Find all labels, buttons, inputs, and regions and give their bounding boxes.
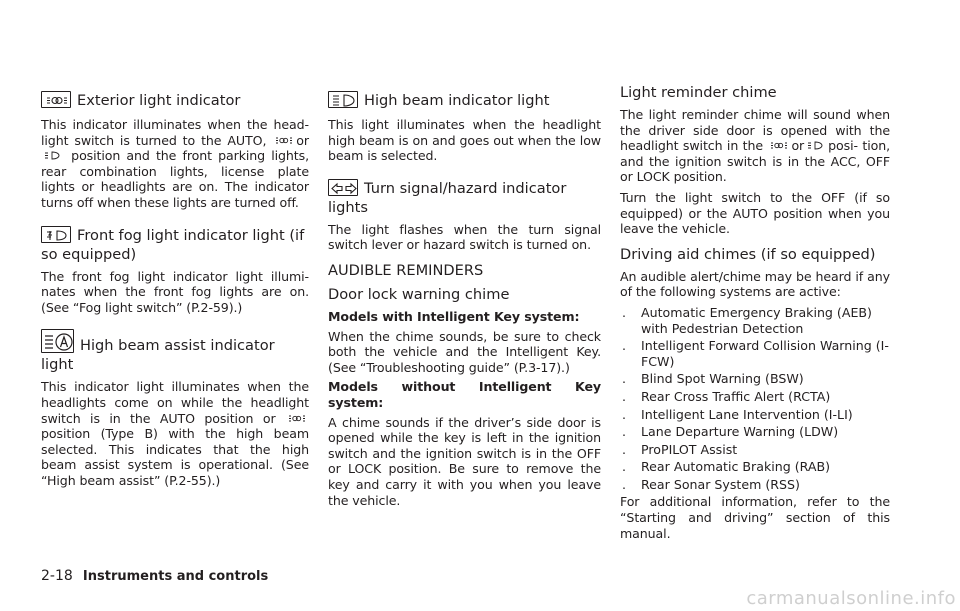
list-item-text: Lane Departure Warning (LDW) [641, 424, 839, 440]
high-beam-title: High beam indicator light [364, 92, 550, 109]
section-name: Instruments and controls [82, 569, 269, 584]
column-2 [328, 84, 601, 508]
list-item [620, 459, 890, 475]
front-fog-text: The front fog light indicator light illumi-nates when the front fog lights are on. (See “Fog light switch” (P.2-59).) [41, 268, 309, 315]
closing-text: For additional information, refer to the “Starting and driving” section of this manual. [620, 494, 890, 541]
high-beam-assist-heading-row [41, 329, 309, 373]
audible-reminders-heading: AUDIBLE REMINDERS [328, 261, 484, 279]
no-intelligent-key-subheading: Models without Intelligent Key system: [328, 379, 601, 410]
high-beam-assist-text-1: This indicator light illuminates when the headlights come on while the headlight switch is in the AUTO position or [41, 379, 309, 426]
bullet: . [622, 424, 627, 440]
door-lock-title: Door lock warning chime [328, 285, 510, 303]
front-fog-icon [41, 226, 71, 243]
driving-aid-text: An audible alert/chime may be heard if any of the following systems are active: [620, 268, 890, 300]
exterior-light-icon [41, 91, 71, 108]
high-beam-assist-text-2: position (Type B) with the high beam selected. This indicates that the high beam assist system is operational. (See “High beam assist” (P.2-55).) [41, 426, 309, 488]
list-item-text: Blind Spot Warning (BSW) [641, 371, 804, 387]
list-item [620, 407, 890, 423]
no-intelligent-key-text: A chime sounds if the driver’s side door is opened while the key is left in the ignition switch and the ignition switch is in the OFF or LOCK position. Be sure to remove the key and carry it with you when you leave the vehicle. [328, 414, 601, 508]
bullet: . [622, 406, 627, 422]
light-reminder-text-1a: The light reminder chime will sound when the driver side door is opened with the headlight switch in the [620, 107, 890, 154]
driving-aid-list [620, 305, 890, 493]
light-reminder-text-1 [620, 107, 890, 185]
turn-signal-heading-row [328, 178, 601, 216]
front-fog-title: Front fog light indicator light (if so equipped) [41, 226, 305, 263]
exterior-light-small-icon [288, 413, 306, 424]
headlight-small-icon [807, 140, 825, 151]
list-item [620, 338, 890, 369]
page-footer [41, 568, 268, 584]
or-text: or [791, 138, 805, 154]
list-item-text: Intelligent Forward Collision Warning (I-FCW) [641, 338, 889, 369]
exterior-light-text-1: This indicator illuminates when the head-light switch is turned to the AUTO, [41, 117, 309, 148]
bullet: . [622, 388, 627, 404]
light-reminder-text-2: Turn the light switch to the OFF (if so equipped) or the AUTO position when you leave the vehicle. [620, 189, 890, 237]
exterior-light-text [41, 117, 309, 211]
list-item-text: Intelligent Lane Intervention (I-LI) [641, 406, 853, 422]
driving-aid-title: Driving aid chimes (if so equipped) [620, 245, 876, 263]
list-item [620, 305, 890, 336]
headlight-small-icon [44, 150, 62, 161]
high-beam-assist-title: High beam assist indicator light [41, 337, 275, 374]
bullet: . [622, 459, 627, 475]
list-item-text: Automatic Emergency Braking (AEB) with Pedestrian Detection [641, 304, 872, 336]
exterior-light-text-2: position and the front parking lights, rear combination lights, license plate lights or headlights are on. The indicator turns off when these lights are turned off. [41, 148, 310, 210]
list-item [620, 424, 890, 440]
exterior-light-heading-row [41, 90, 309, 109]
list-item [620, 442, 890, 458]
page-number: 2-18 [41, 568, 73, 584]
or-text: or [296, 132, 309, 148]
list-item [620, 389, 890, 405]
bullet: . [622, 371, 627, 387]
bullet: . [622, 304, 627, 320]
posi-text: posi- [828, 138, 858, 154]
high-beam-heading-row [328, 90, 601, 109]
high-beam-assist-icon [41, 329, 74, 353]
list-item-text: ProPILOT Assist [641, 441, 738, 457]
bullet: . [622, 338, 627, 354]
list-item-text: Rear Automatic Braking (RAB) [641, 459, 831, 475]
high-beam-assist-text [41, 379, 309, 488]
intelligent-key-text: When the chime sounds, be sure to check both the vehicle and the Intelligent Key. (See “Troubleshooting guide” (P.3-17).) [328, 328, 601, 375]
exterior-light-title: Exterior light indicator [77, 92, 241, 109]
column-3 [620, 84, 890, 541]
front-fog-heading-row [41, 225, 309, 263]
bullet: . [622, 476, 627, 492]
light-reminder-text-1b: tion, and the ignition switch is in the ACC, OFF or LOCK position. [620, 138, 891, 185]
light-reminder-title: Light reminder chime [620, 84, 777, 101]
list-item [620, 477, 890, 493]
bullet: . [622, 441, 627, 457]
high-beam-icon [328, 91, 358, 108]
watermark: carmanualsonline.info [746, 588, 956, 609]
exterior-light-small-icon [770, 140, 788, 151]
turn-signal-icon [328, 179, 358, 196]
turn-signal-text: The light flashes when the turn signal switch lever or hazard switch is turned on. [328, 221, 601, 253]
list-item-text: Rear Cross Traffic Alert (RCTA) [641, 388, 831, 404]
list-item-text: Rear Sonar System (RSS) [641, 476, 800, 492]
high-beam-text: This light illuminates when the headlight high beam is on and goes out when the low beam is selected. [328, 117, 601, 164]
list-item [620, 371, 890, 387]
exterior-light-small-icon [275, 135, 293, 146]
column-1 [41, 84, 309, 489]
turn-signal-title: Turn signal/hazard indicator lights [328, 179, 567, 216]
intelligent-key-subheading: Models with Intelligent Key system: [328, 308, 580, 324]
